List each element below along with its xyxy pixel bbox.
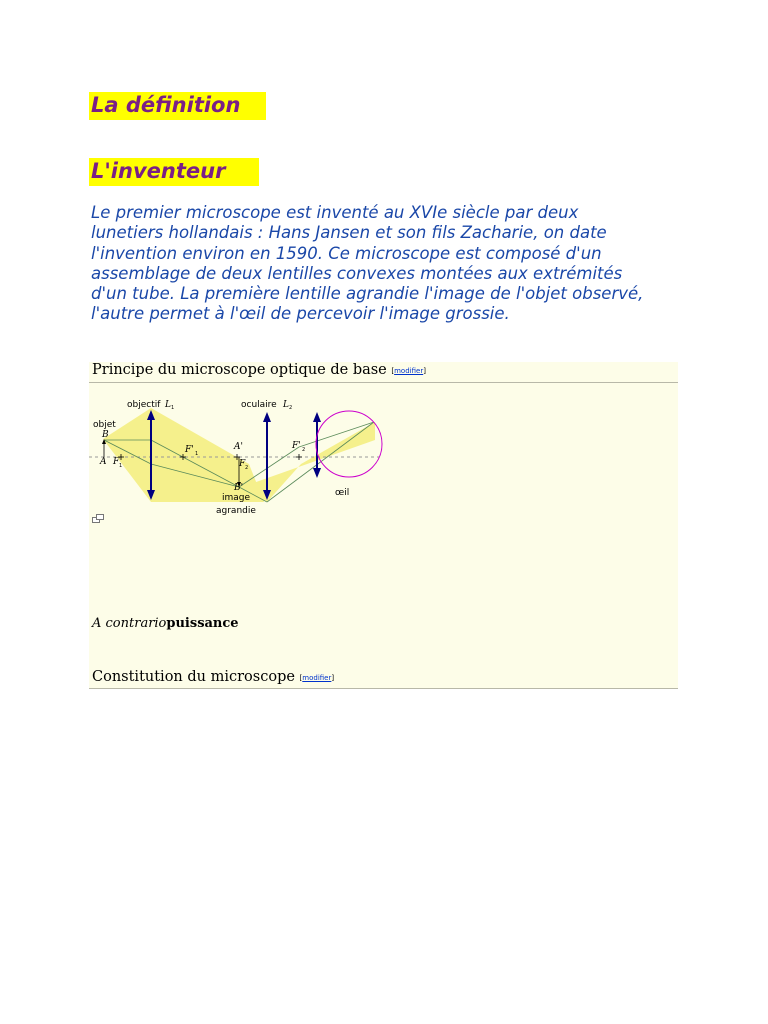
edit-bracket-open: [ <box>299 674 303 682</box>
label-B: B <box>102 430 109 440</box>
label-F1p-sub: 1 <box>195 451 199 457</box>
label-Bp: B' <box>234 483 244 493</box>
wiki-excerpt-panel <box>89 362 678 689</box>
paragraph-line: lunetiers hollandais : Hans Jansen et son fils Zacharie, on date <box>91 223 607 243</box>
section-divider <box>89 688 678 689</box>
edit-section-link <box>300 674 335 682</box>
microscope-diagram <box>89 392 389 517</box>
edit-bracket-close: ] <box>331 674 335 682</box>
section-heading-constitution <box>92 669 334 685</box>
section-heading-principle <box>92 362 426 378</box>
paragraph-line: assemblage de deux lentilles convexes montées aux extrémités <box>91 263 623 283</box>
contrario-bold: puissance <box>166 616 239 631</box>
eye-arrow-head-top <box>313 412 321 422</box>
label-agrandie: agrandie <box>216 506 256 516</box>
paragraph-line: Le premier microscope est inventé au XVIe siècle par deux <box>91 203 579 222</box>
contrario-text <box>92 616 239 631</box>
section-title: Constitution du microscope <box>92 669 295 685</box>
label-L2: L <box>283 400 289 410</box>
label-F2p: F' <box>292 441 301 451</box>
paragraph-line: l'invention environ en 1590. Ce microscope est composé d'un <box>91 243 602 263</box>
label-oculaire: oculaire <box>241 400 277 410</box>
inventor-paragraph <box>91 203 691 325</box>
label-oeil: œil <box>335 488 350 498</box>
label-F1: F <box>113 457 120 467</box>
label-F2p-sub: 2 <box>302 447 306 453</box>
heading-definition: La définition <box>89 92 266 120</box>
label-F2: F <box>239 459 246 469</box>
label-L1-sub: 1 <box>171 405 175 411</box>
label-F1p: F' <box>185 445 194 455</box>
label-objectif: objectif <box>127 400 161 410</box>
edit-section-link <box>391 367 426 375</box>
edit-bracket-close: ] <box>423 367 426 375</box>
label-A: A <box>100 457 107 467</box>
label-Ap: A' <box>234 442 243 452</box>
heading-inventor: L'inventeur <box>89 158 259 186</box>
contrario-italic: A contrario <box>92 616 167 631</box>
modifier-link[interactable]: modifier <box>302 674 332 682</box>
label-L2-sub: 2 <box>289 405 293 411</box>
label-F1-sub: 1 <box>119 463 123 469</box>
eyepiece-arrow-head-top <box>263 412 271 422</box>
paragraph-line: d'un tube. La première lentille agrandie l'image de l'objet observé, <box>91 284 644 304</box>
label-F2-sub: 2 <box>245 465 249 471</box>
label-image: image <box>222 493 251 503</box>
label-objet: objet <box>93 420 116 430</box>
paragraph-line: l'autre permet à l'œil de percevoir l'image grossie. <box>91 304 510 324</box>
eye-arrow-head-bottom <box>313 468 321 478</box>
edit-bracket-open: [ <box>391 367 395 375</box>
modifier-link[interactable]: modifier <box>394 367 424 375</box>
light-beam-eyepiece <box>239 422 375 502</box>
enlarge-icon[interactable] <box>92 514 104 523</box>
label-L1: L <box>165 400 171 410</box>
section-divider <box>89 382 678 383</box>
section-title: Principe du microscope optique de base <box>92 362 387 378</box>
